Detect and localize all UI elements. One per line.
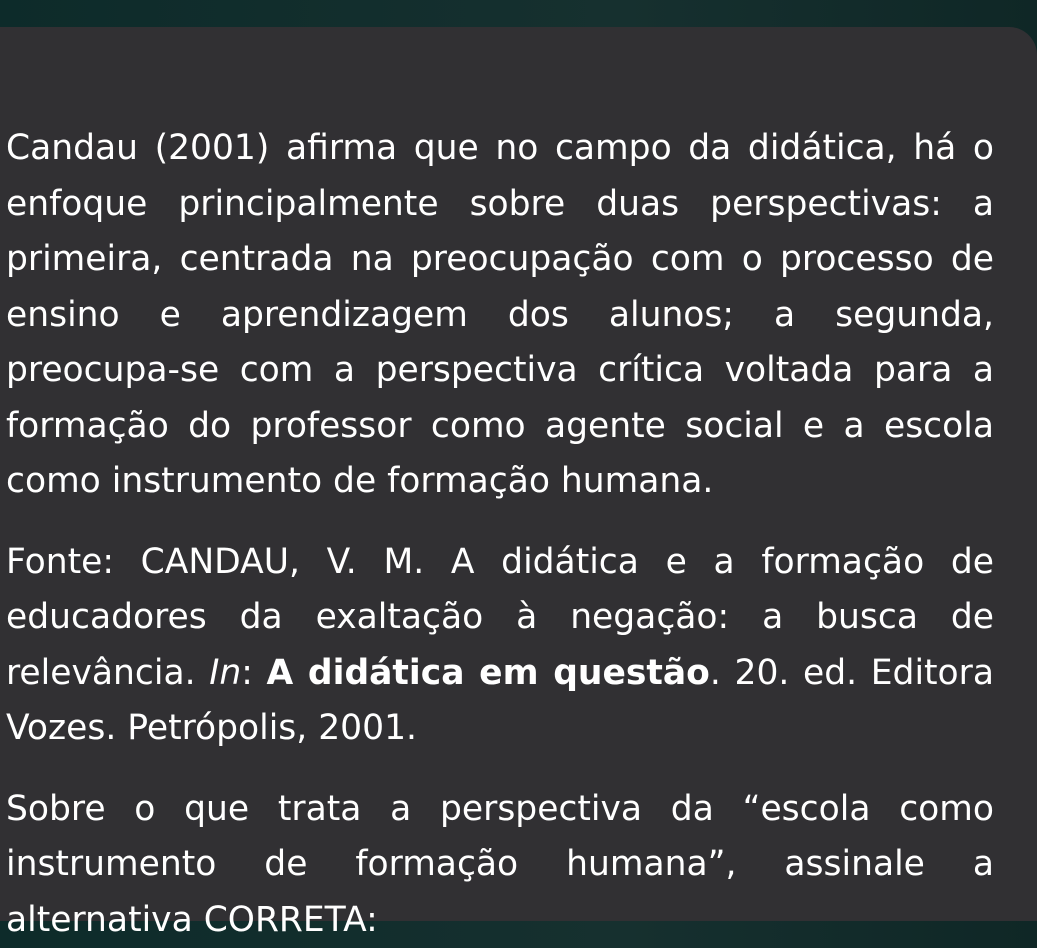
- question-prompt: Sobre o que trata a perspectiva da “escola como instrumento de formação humana”, assinale a alternativa CORRETA:: [6, 782, 994, 948]
- question-card: [0, 27, 1037, 921]
- question-text-block: [6, 121, 994, 948]
- citation-text: Fonte: CANDAU, V. M. A didática e a formação de educadores da exaltação à negação: a busca de relevância.: [6, 542, 994, 693]
- citation-suffix: . 20. ed. Editora Vozes. Petrópolis, 2001.: [6, 653, 994, 749]
- citation-in-label: In: [209, 653, 241, 693]
- citation-book-title: A didática em questão: [267, 653, 710, 693]
- source-citation: [6, 535, 994, 757]
- intro-paragraph: Candau (2001) afirma que no campo da didática, há o enfoque principalmente sobre duas perspectivas: a primeira, centrada na preocupação com o processo de ensino e aprendizagem dos alunos; a segunda, preocupa-se com a perspectiva crítica voltada para a formação do professor como agente social e a escola como instrumento de formação humana.: [6, 121, 994, 510]
- citation-colon: :: [241, 653, 266, 693]
